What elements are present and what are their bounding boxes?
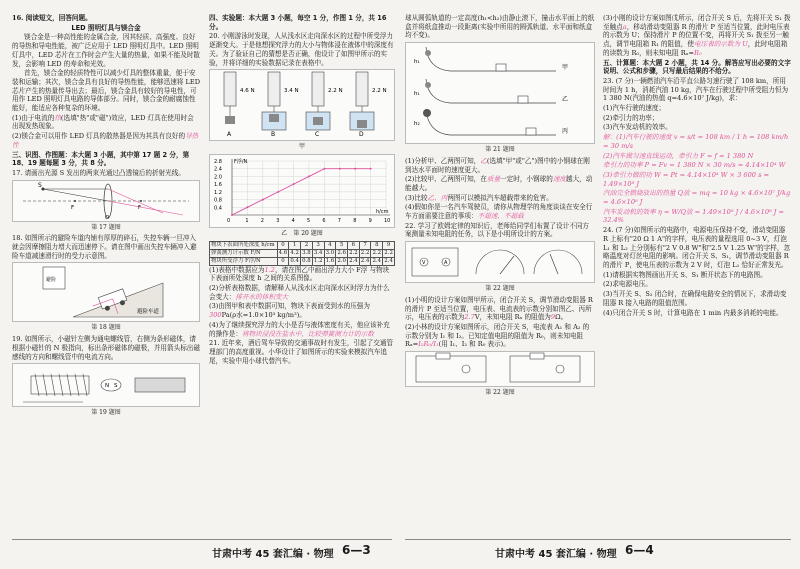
q21-text: 21. 近年来，酒后驾车导致的交通事故时有发生，引起了交通管理部门的高度重视。小华设计了如图所示的实验来模拟汽车追尾，实验中用小球代替汽车。 — [209, 339, 394, 365]
q16-paragraph-1: 镁合金是一种高性能的金属合金，因其轻质、高强度、良好的导热和导电性能，被广泛应用于 LED 照明灯具中。LED 照明灯具中，LED 芯片在工作时会产生大量的热量，如果不能及时散发，会影响 LED 的寿命和光效。 — [12, 33, 201, 68]
data-point — [370, 168, 372, 170]
q16-answer-2: 导热性 — [12, 132, 199, 149]
q20-sub-4: (4)为了继续探究浮力的大小是否与液体密度有关，他应该补充的操作是：将物块浸没在盐水中，比较弹簧测力计的示数 — [209, 320, 390, 338]
y-tick-label: 2.4 — [214, 166, 222, 173]
x-tick-label: 7 — [337, 217, 341, 224]
q16-article-title: LED 照明灯具与镁合金 — [71, 23, 141, 32]
q20-caption: 乙 第 20 题图 — [281, 229, 323, 237]
q21-continued: 球从圆弧轨道的一定高度(h₁<h₂)由静止滚下，撞击水平面上的纸盒并将纸盒推动一段距离(实验中所用的圆弧轨道、水平面和纸盒均不变)。 — [405, 14, 595, 40]
q23-sub-3: (3)汽车发动机的效率。 — [603, 123, 672, 132]
q21-sub-2: (2)比较甲、乙两图可知，在质量一定时，小钢球的速度越大，动能越大。 — [405, 175, 593, 192]
q22-sub-2: (2)小林的设计方案如图所示，闭合开关 S，电流表 A₁ 和 A₂ 的示数分别为 I₁ 和 I₂。已知定值电阻的阻值为 R₀，则未知电阻 Rₓ=I₂R₀/I₁(用 I₁、I₂ 和 R₀ 表示)。 — [405, 322, 590, 349]
data-point — [339, 168, 341, 170]
svg-text:A: A — [444, 260, 448, 267]
x-tick-label: 2 — [260, 217, 264, 224]
svg-text:A: A — [227, 131, 232, 139]
q16-heading: 16. 阅读短文，回答问题。 — [12, 14, 92, 22]
q24-sub-1: (1)请根据实物图画出开关 S、S₁ 断开状态下的电路图。 — [603, 270, 767, 279]
q22-caption-b: 第 22 题图 — [485, 389, 515, 397]
q22-caption-a: 第 22 题图 — [485, 285, 515, 293]
q22-answer-3a: a — [622, 22, 627, 31]
q20-answer-2: 排开水的体积变大 — [235, 292, 289, 301]
y-tick-label: 2.0 — [214, 174, 222, 181]
x-tick-label: 3 — [276, 217, 280, 224]
q20-data-table — [209, 241, 395, 266]
q20-text: 20. 小刚游泳时发现，人从浅水区走向深水区的过程中所受浮力逐渐变大。于是他想探究浮力的大小与物体浸在液体中的深度有关。为了验证自己的猜想是否正确，他设计了如图甲所示的实验，并将详细的实验数据记录在表格中。 — [209, 32, 394, 67]
svg-text:乙: 乙 — [562, 96, 569, 104]
q19-figure — [12, 363, 200, 407]
table-row: 物块所受浮力 F浮/N 0 0.4 0.8 1.2 1.6 2.0 2.4 2.4 2.4 2.4 — [211, 257, 393, 264]
ramp-jia — [414, 47, 568, 71]
y-tick-label: 2.8 — [214, 158, 222, 165]
q21-answer-2b: 速度 — [552, 175, 566, 184]
ramp-bing — [414, 109, 568, 135]
svg-text:D: D — [359, 131, 364, 139]
footer-right-page: 6—4 — [625, 543, 654, 557]
q16-answer-1: 热 — [54, 113, 61, 122]
q24-text: 24. (7 分)如图所示的电路中，电源电压保持不变，滑动变阻器 R 上标有"20 Ω 1 A"的字样，电压表的量程选用 0~3 V，灯泡 L₁ 和 L₂ 上分别标有"2 V 0.8 W"和"2.5 V 1.25 W"的字样，忽略温度对灯丝电阻的影响。闭合开关 S、S₁，调节滑动变阻器 R 的滑片 P，使电压表的示数为 2 V 时，灯泡 L₁ 恰好正常发光。 — [603, 226, 791, 269]
data-point — [293, 183, 295, 185]
ramp-label: 避险车道 — [137, 309, 160, 316]
svg-text:F: F — [138, 204, 142, 211]
svg-text:S: S — [38, 181, 42, 189]
q20-sub-3: (3)由图甲和表中数据可知，物块下表面受到水的压强为300Pa(ρ水=1.0×10³ kg/m³)。 — [209, 302, 370, 320]
footer-right-title: 甘肃中考 45 套汇编 · 物理 — [495, 549, 617, 560]
q16-paragraph-2: 首先，镁合金的轻质特性可以减少灯具的整体重量，便于安装和运输；其次，镁合金具有良好的导热性能，能够迅速将 LED 芯片产生的热量传导出去；最后，镁合金具有较好的导电性，可用作 LED 照明灯具电路的导体部分。同时，镁合金的耐腐蚀性能好，能适应各种复杂的环境。 — [12, 69, 201, 113]
q23-solution-1: 解：(1)汽车行驶的速度 v = s/t = 108 km / 1 h = 108 km/h = 30 m/s — [603, 133, 789, 150]
q18-figure — [12, 262, 200, 322]
x-axis-label: h/cm — [376, 208, 389, 215]
q21-caption: 第 21 题图 — [485, 146, 515, 154]
q20-sub-1: (1)表格中数据应为1.2，请在图乙中画出浮力大小 F浮 与物块下表面所处深度 h 之间的关系图像。 — [209, 265, 390, 283]
q21-sub-4: (4)假如你是一名汽车驾驶员，请你从物理学的角度谈谈在安全行车方面需要注意的事项：不超速、不超载 — [405, 203, 593, 221]
y-tick-label: 0.8 — [214, 197, 222, 204]
q20-sub-2: (2)分析表格数据，请解释人从浅水区走向深水区时浮力为什么会变大：排开水的体积变大 — [209, 284, 390, 301]
svg-text:h₁: h₁ — [414, 91, 420, 98]
column-4 — [603, 14, 791, 318]
section-4-heading: 四、实验题：本大题 3 小题，每空 1 分，作图 1 分，共 16 分。 — [209, 14, 387, 31]
q21-answer-3: 乙、丙 — [427, 193, 448, 202]
data-point — [308, 175, 310, 177]
footer-left-title: 甘肃中考 45 套汇编 · 物理 — [212, 549, 334, 560]
lens-diagram — [13, 181, 199, 221]
q20-figure-jia — [209, 69, 395, 141]
section-3-heading: 三、识图、作图题：本大题 3 小题，其中第 17 题 2 分，第 18、19 题每题 3 分，共 8 分。 — [12, 150, 190, 168]
svg-text:避险: 避险 — [46, 277, 57, 284]
svg-text:h₁: h₁ — [414, 59, 420, 66]
x-tick-label: 10 — [384, 217, 391, 224]
origin-label: 0 — [227, 217, 231, 224]
q22-sub-3: (3)小刚的设计方案如图戊所示，闭合开关 S 后，先将开关 S₁ 拨至触点a，移动滑动变阻器 R 的滑片 P 至适当位置，此时电压表的示数为 U；保持滑片 P 的位置不变，再将开关 S₁ 拨至另一触点，调节电阻箱 R₁ 的阻值，使电压表的示数为 U，此时电阻箱的读数为 R₀，则未知电阻 Rₓ=R₀ — [603, 14, 791, 57]
reading-c: 2.2 N — [328, 88, 343, 95]
column-2 — [209, 14, 395, 366]
y-tick-label: 0.4 — [214, 205, 222, 212]
q21-answer-1: 乙 — [480, 156, 487, 165]
x-tick-label: 1 — [245, 217, 249, 224]
q17-caption: 第 17 题图 — [91, 223, 121, 231]
q22-answer-1a: 2.7 — [464, 313, 475, 322]
y-axis-label: F浮/N — [234, 158, 248, 165]
q23-solution-5: 汽油完全燃烧放出的热量 Q放 = mq = 10 kg × 4.6×10⁷ J/kg = 4.6×10⁸ J — [603, 189, 791, 207]
q20-answer-1: 1.2 — [264, 265, 275, 274]
reading-b: 3.4 N — [284, 88, 299, 95]
x-tick-label: 6 — [322, 217, 326, 224]
q16-question-1: (1)由于电流的热(选填"热"或"磁")效应，LED 灯具在使用时会出现发热现象。 — [12, 113, 194, 131]
svg-text:甲: 甲 — [562, 64, 569, 72]
ramp-yi — [414, 79, 568, 103]
x-tick-label: 8 — [353, 217, 357, 224]
reading-a: 4.6 N — [240, 88, 255, 95]
q21-figure — [405, 42, 595, 144]
svg-text:N: N — [105, 383, 110, 390]
q19-text: 19. 如图所示，小磁针左侧为通电螺线管，右侧为条形磁体，请根据小磁针的 N 极指向，标出条形磁体的磁极，并用箭头标出磁感线的方向和螺线管中的电流方向。 — [12, 335, 200, 361]
q23-text: 23. (7 分)一辆燃油汽车沿平直公路匀速行驶了 108 km，所用时间为 1 h，消耗汽油 10 kg，汽车在行驶过程中所受阻力恒为 1 380 N(汽油的热值 q=4.6×10⁷ J/kg)，求： — [603, 76, 789, 103]
spring-scale-diagram — [210, 70, 394, 140]
q21-answer-2a: 质量 — [486, 175, 501, 184]
q17-figure — [12, 180, 200, 222]
x-tick-label: 9 — [368, 217, 372, 224]
ramp-ball-diagram — [406, 43, 594, 143]
q21-sub-1: (1)分析甲、乙两图可知，乙(选填"甲"或"乙")图中的小钢球在刚到达水平面时的速度更大。 — [405, 156, 590, 174]
q23-solution-2: (2)汽车做匀速直线运动，牵引力 F = f = 1 380 N — [603, 151, 754, 160]
column-1 — [12, 14, 200, 420]
svg-text:V: V — [422, 260, 426, 267]
q20-answer-3: 300 — [209, 311, 222, 320]
svg-text:C: C — [315, 131, 320, 139]
q23-solution-4: (3)牵引力做的功 W = Pt = 4.14×10⁴ W × 3 600 s ≈ 1.49×10⁸ J — [603, 170, 770, 188]
svg-text:F: F — [71, 204, 75, 211]
svg-text:O: O — [105, 214, 110, 221]
q22-figure-a — [405, 241, 595, 283]
q22-answer-1b: 9 — [550, 313, 556, 322]
q22-answer-3c: R₀ — [694, 48, 702, 57]
q23-solution-3: 牵引力的功率 P = Fv = 1 380 N × 30 m/s = 4.14×10⁴ W — [603, 161, 786, 170]
q23-sub-1: (1)汽车行驶的速度； — [603, 104, 666, 113]
data-point — [354, 168, 356, 170]
q23-sub-2: (2)牵引力的功率； — [603, 113, 659, 122]
scale-a — [224, 72, 255, 138]
q24-sub-4: (4)只闭合开关 S 时，计算电路在 1 min 内最多消耗的电能。 — [603, 308, 783, 317]
reading-d: 2.2 N — [372, 88, 387, 95]
q16-question-2: (2)镁合金可以用作 LED 灯具的散热器是因为其具有良好的导热性 — [12, 132, 199, 149]
q24-sub-3: (3)当开关 S、S₂ 闭合时，在确保电路安全的情况下，求滑动变阻器 R 接入电路的阻值范围。 — [603, 290, 787, 307]
footer-right — [405, 539, 791, 564]
data-point — [262, 198, 264, 200]
table-row: 弹簧测力计示数 F/N 4.6 4.2 3.8 3.4 3.0 2.6 2.2 2.2 2.2 2.2 — [211, 249, 393, 256]
buoyancy-chart — [210, 155, 394, 227]
q19-caption: 第 19 题图 — [91, 409, 121, 417]
meter-diagram — [406, 242, 594, 282]
y-tick-label: 1.2 — [214, 189, 222, 196]
svg-text:丙: 丙 — [562, 128, 569, 136]
data-point — [323, 168, 325, 170]
q23-solution-6: 汽车发动机的效率 η = W/Q放 = 1.49×10⁸ J / 4.6×10⁸ J ≈ 32.4% — [603, 207, 785, 225]
footer-left — [12, 539, 392, 564]
q20-figure-yi — [209, 154, 395, 228]
q21-answer-4: 不超速、不超载 — [477, 212, 524, 221]
magnet-diagram — [13, 364, 199, 406]
q22-answer-2: I₂R₀/I₁ — [418, 340, 439, 349]
y-tick-label: 1.6 — [214, 182, 222, 189]
section-5-heading: 五、计算题：本大题 2 小题，共 14 分。解答应写出必要的文字说明、公式和步骤，只写最后结果的不给分。 — [603, 58, 791, 76]
table-row: 物块下表面所处深度 h/cm 0 1 2 3 4 5 6 7 8 9 — [210, 241, 395, 249]
svg-text:S: S — [114, 383, 118, 390]
q22-text: 22. 学习了欧姆定律的知识后，老师给同学们布置了设计不同方案测量未知电阻的任务，以下是小明所设计的方案。 — [405, 221, 590, 239]
q22-answer-3b: 电压表的示数为 U — [693, 40, 748, 49]
svg-text:h₂: h₂ — [414, 121, 420, 128]
q20-caption-jia: 甲 — [298, 143, 305, 151]
scale-c — [306, 72, 343, 138]
data-point — [277, 191, 279, 193]
footer-left-page: 6—3 — [342, 543, 371, 557]
data-point — [231, 214, 233, 216]
x-tick-label: 5 — [307, 217, 311, 224]
q24-sub-2: (2)求电源电压。 — [603, 280, 652, 289]
data-point — [246, 206, 248, 208]
circuit-diagram — [406, 352, 594, 386]
x-tick-label: 4 — [291, 217, 295, 224]
q20-answer-4: 将物块浸没在盐水中，比较弹簧测力计的示数 — [241, 329, 374, 338]
q18-caption: 第 18 题图 — [91, 324, 121, 332]
column-3 — [405, 14, 595, 400]
q18-text: 18. 如图所示的避险车道内铺有厚厚的碎石，失控车辆一旦冲入就会因摩擦阻力增大而迅速停下。请在图中画出失控车辆冲入避险车道减速滑行时的受力示意图。 — [12, 234, 197, 260]
escape-ramp-diagram — [13, 263, 199, 321]
scale-b — [262, 72, 299, 138]
svg-text:B: B — [271, 131, 276, 139]
q22-sub-1: (1)小明的设计方案如图甲所示，闭合开关 S，调节滑动变阻器 R 的滑片 P 至适当位置，电压表、电流表的示数分别如图乙、丙所示，电压表的示数为2.7V，未知电阻 Rₓ 的阻值为9Ω。 — [405, 295, 593, 322]
q22-figure-b — [405, 351, 595, 387]
q21-sub-3: (3)比较乙、丙两图可以模拟汽车超载带来的危害。 — [405, 193, 553, 202]
scale-d — [350, 72, 387, 138]
q17-text: 17. 请画出光源 S 发出的两束光通过凸透镜后的折射光线。 — [12, 168, 185, 177]
